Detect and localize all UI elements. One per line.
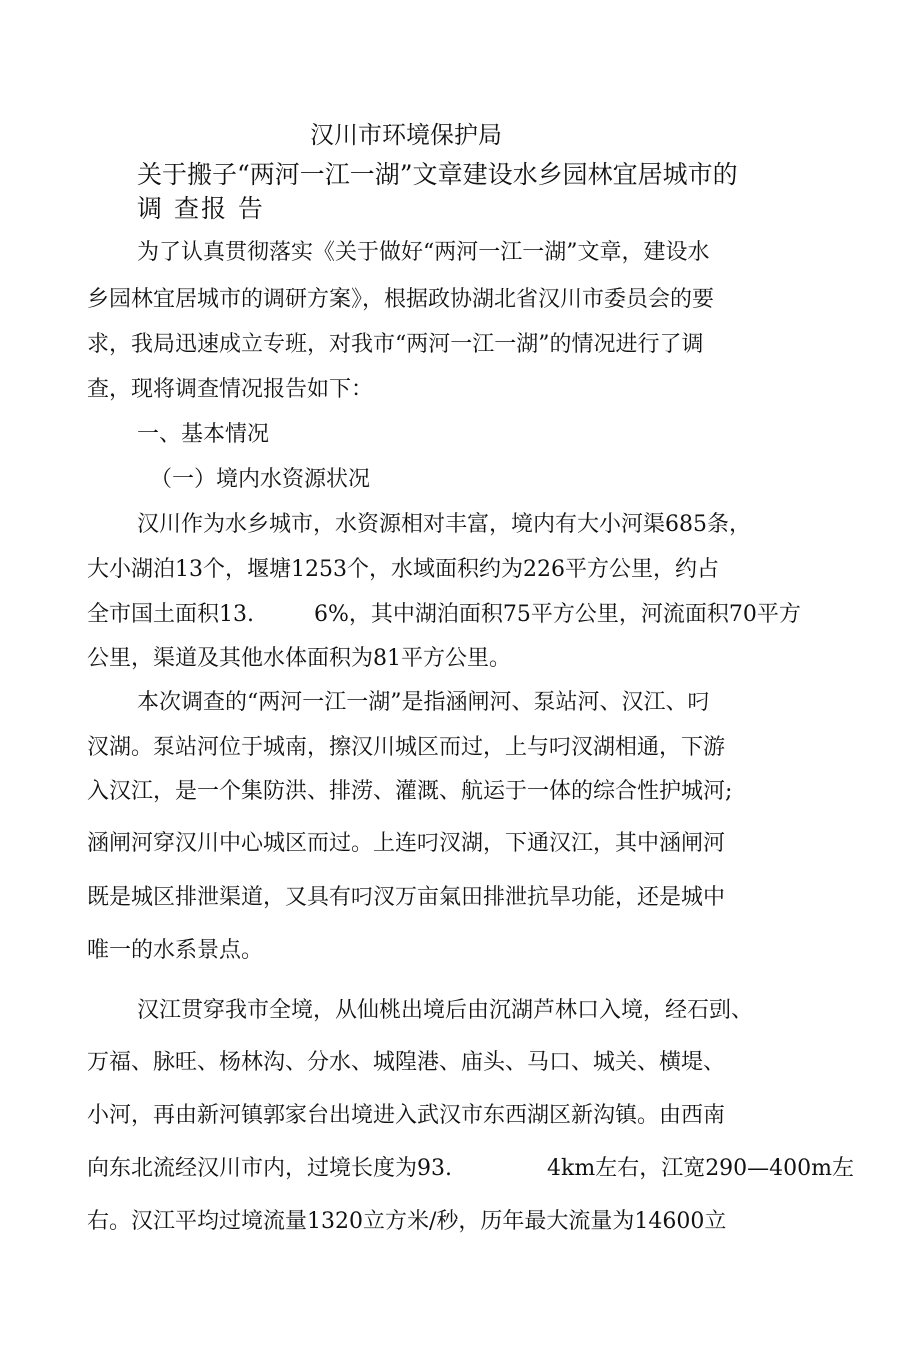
paragraph-line: 本次调查的“两河一江一湖”是指涵闸河、泵站河、汉江、叼 [137,690,710,715]
document-subtitle-line1: 关于搬子“两河一江一湖”文章建设水乡园林宜居城市的 [137,160,738,189]
paragraph-line: 小河，再由新河镇郭家台出境进入武汉市东西湖区新沟镇。由西南 [87,1103,726,1128]
paragraph-line: 大小湖泊13个，堰塘1253个，水域面积约为226平方公里，约占 [87,557,719,582]
split-text-left: 向东北流经汉川市内，过境长度为93. [87,1156,452,1181]
paragraph-line: 公里，渠道及其他水体面积为81平方公里。 [87,646,511,671]
document-title: 汉川市环境保护局 [310,121,502,149]
paragraph-line: 入汉江，是一个集防洪、排涝、灌溉、航运于一体的综合性护城河; [87,779,733,804]
document-subtitle-line2: 调 查报 告 [137,194,265,223]
intro-line: 求，我局迅速成立专班，对我市“两河一江一湖”的情况进行了调 [87,332,704,357]
intro-line: 为了认真贯彻落实《关于做好“两河一江一湖”文章，建设水 [137,240,710,265]
paragraph-line: 既是城区排泄渠道，又具有叼汊万亩氣田排泄抗旱功能，还是城中 [87,885,726,910]
paragraph-line: 万福、脉旺、杨林沟、分水、城隍港、庙头、马口、城关、横堤、 [87,1050,726,1075]
paragraph-line: 汉川作为水乡城市，水资源相对丰富，境内有大小河渠685条， [137,512,751,537]
split-text-right: 4km左右，江宽290—400m左 [547,1156,855,1181]
split-text-right: 6%，其中湖泊面积75平方公里，河流面积70平方 [314,602,801,627]
paragraph-line: 唯一的水系景点。 [87,938,264,963]
section-heading: 一、基本情况 [137,422,270,447]
paragraph-line [87,600,867,630]
paragraph-line: 右。汉江平均过境流量1320立方米/秒，历年最大流量为14600立 [87,1209,727,1234]
paragraph-line: 汉江贯穿我市全境，从仙桃出境后由沉湖芦林口入境，经石剅、 [137,998,754,1023]
paragraph-line: 汊湖。泵站河位于城南，擦汉川城区而过，上与叼汊湖相通，下游 [87,735,726,760]
subsection-heading: （一）境内水资源状况 [150,467,371,492]
intro-line: 查，现将调查情况报告如下： [87,377,374,402]
split-text-left: 全市国土面积13. [87,602,254,627]
paragraph-line: 涵闸河穿汉川中心城区而过。上连叼汊湖，下通汉江，其中涵闸河 [87,831,726,856]
paragraph-line [87,1154,867,1184]
intro-line: 乡园林宜居城市的调研方案》，根据政协湖北省汉川市委员会的要 [87,287,715,312]
